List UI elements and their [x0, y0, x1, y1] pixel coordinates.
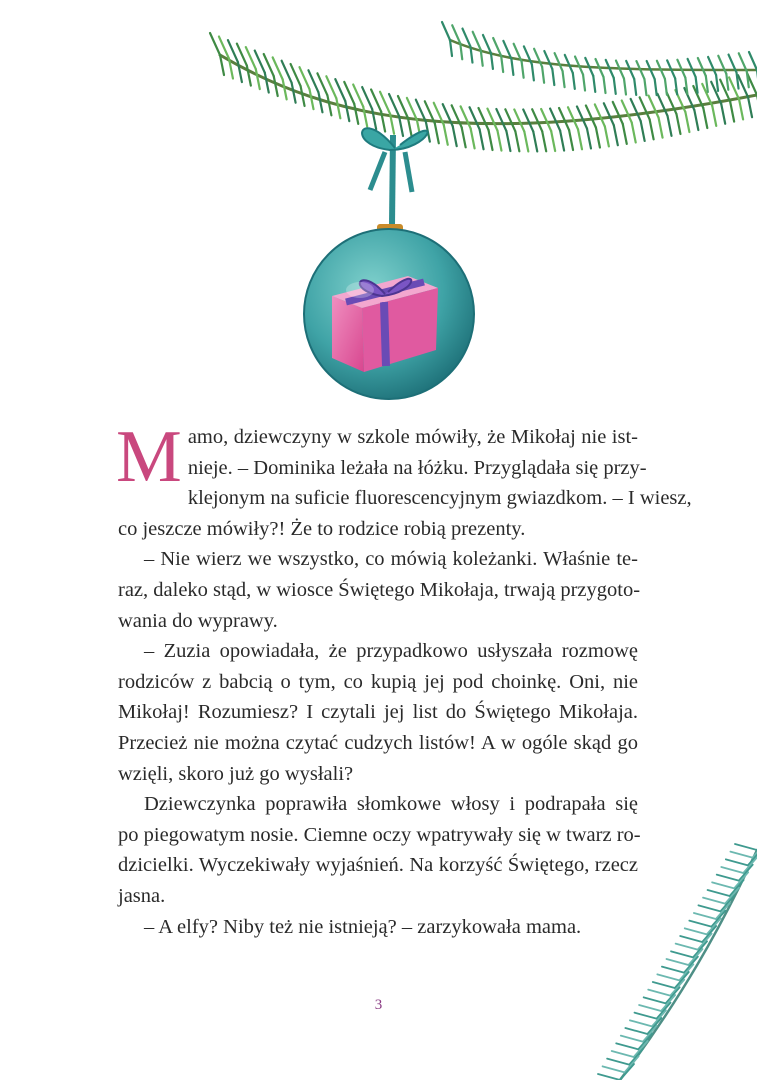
- text-line: rodziców z babcią o tym, co kupią jej pod choinkę. Oni, nie: [118, 670, 638, 693]
- text-line: co jeszcze mówiły?! Że to rodzice robią prezenty.: [118, 517, 526, 540]
- text-line: Mikołaj! Rozumiesz? I czytali jej list do Świętego Mikołaja.: [118, 701, 638, 724]
- text-line: wania do wyprawy.: [118, 609, 278, 632]
- text-line: klejonym na suficie fluorescencyjnym gwiazdkom. – I wiesz,: [187, 487, 692, 510]
- page-number: 3: [374, 997, 383, 1013]
- text-line: wzięli, skoro już go wysłali?: [118, 762, 354, 785]
- christmas-bauble-icon: [304, 128, 474, 399]
- text-line: Przecież nie można czytać cudzych listów! A w ogóle skąd go: [118, 731, 638, 754]
- text-line: Dziewczynka poprawiła słomkowe włosy i podrapała się: [144, 793, 638, 816]
- text-line: dzicielki. Wyczekiwały wyjaśnień. Na korzyść Świętego, rzecz: [118, 854, 638, 877]
- fir-branch-top: [210, 22, 757, 151]
- text-line: – A elfy? Niby też nie istnieją? – zarzykowała mama.: [144, 915, 582, 938]
- text-line: – Nie wierz we wszystko, co mówią koleżanki. Właśnie te-: [144, 548, 638, 571]
- text-line: nieje. – Dominika leżała na łóżku. Przyglądała się przy-: [187, 456, 647, 479]
- text-line: amo, dziewczyny w szkole mówiły, że Mikołaj nie ist-: [187, 426, 638, 448]
- story-text: [116, 416, 692, 942]
- text-line: jasna.: [118, 884, 166, 907]
- text-line: raz, daleko stąd, w wiosce Świętego Mikołaja, trwają przygoto-: [118, 578, 641, 601]
- text-line: – Zuzia opowiadała, że przypadkowo usłyszała rozmowę: [144, 640, 638, 663]
- text-line: po piegowatym nosie. Ciemne oczy wpatrywały się w twarz ro-: [118, 823, 641, 846]
- drop-cap: M: [116, 416, 182, 498]
